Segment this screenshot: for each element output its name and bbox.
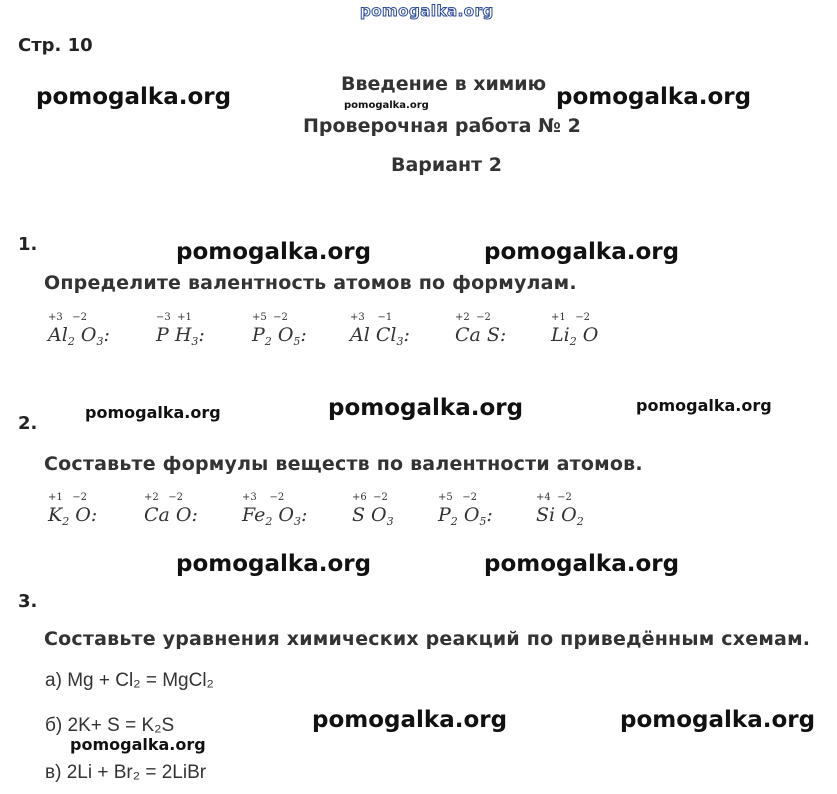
formula-text: Al $Cl_3$:	[350, 324, 410, 348]
watermark: pomogalka.org	[484, 551, 680, 577]
watermark: pomogalka.org	[312, 707, 508, 733]
valence-values: +2 −2	[455, 312, 491, 323]
formula-text: Ca S:	[455, 324, 507, 346]
formula	[252, 312, 307, 353]
watermark: pomogalka.org	[636, 396, 772, 415]
valence-values: +2 −2	[144, 492, 184, 503]
formula	[48, 492, 97, 533]
watermark: pomogalka.org	[620, 707, 816, 733]
task-instruction: Составьте формулы веществ по валентности атомов.	[44, 453, 643, 475]
variant-label: Вариант 2	[391, 154, 503, 176]
valence-values: +6 −2	[352, 492, 388, 503]
task-number: 2.	[18, 413, 38, 434]
equation-a	[45, 670, 214, 692]
formula	[551, 312, 598, 353]
valence-values: +5 −2	[438, 492, 478, 503]
task-number: 1.	[18, 234, 38, 255]
equation-label: а)	[45, 670, 62, 691]
task-number: 3.	[18, 591, 38, 612]
equation-label: в)	[45, 762, 62, 783]
task-instruction: Составьте уравнения химических реакций по приведённым схемам.	[44, 628, 811, 650]
equation-text: 2K+ S = K₂S	[67, 715, 175, 736]
formula-text: $P_2$ $O_5$:	[252, 324, 307, 348]
valence-values: +1 −2	[551, 312, 591, 323]
equation-label: б)	[45, 715, 63, 736]
watermark: pomogalka.org	[176, 551, 372, 577]
formula	[156, 312, 205, 353]
equation-text: Mg + Cl₂ = MgCl₂	[67, 670, 214, 691]
formula-text: $Fe_2$ $O_3$:	[242, 504, 308, 528]
equation-text: 2Li + Br₂ = 2LiBr	[66, 762, 207, 783]
formula	[455, 312, 506, 346]
formula	[48, 312, 110, 353]
page-title: Введение в химию	[341, 73, 547, 95]
valence-values: +3 −1	[350, 312, 393, 323]
formula	[242, 492, 307, 533]
formula-text: P $H_3$:	[156, 324, 205, 348]
valence-values: +3 −2	[48, 312, 88, 323]
task-instruction: Определите валентность атомов по формулам.	[44, 272, 577, 294]
valence-values: +1 −2	[48, 492, 88, 503]
watermark: pomogalka.org	[36, 84, 232, 110]
valence-values: −3 +1	[156, 312, 192, 323]
watermark-small: pomogalka.org	[344, 100, 429, 111]
watermark: pomogalka.org	[556, 84, 752, 110]
formula-text: $Li_2$ O	[551, 324, 599, 348]
watermark: pomogalka.org	[85, 403, 221, 422]
worksheet-subtitle: Проверочная работа № 2	[303, 115, 581, 137]
equation-b	[45, 715, 174, 737]
watermark: pomogalka.org	[176, 239, 372, 265]
formula	[352, 492, 394, 533]
watermark-top: pomogalka.org	[360, 2, 494, 20]
equation-c	[45, 762, 206, 784]
watermark: pomogalka.org	[70, 735, 206, 754]
formula	[350, 312, 410, 353]
page-number: Стр. 10	[18, 35, 93, 56]
formula	[438, 492, 493, 533]
watermark: pomogalka.org	[484, 239, 680, 265]
formula-text: Ca O:	[144, 504, 198, 526]
formula-text: S $O_3$	[352, 504, 394, 528]
valence-values: +5 −2	[252, 312, 288, 323]
valence-values: +3 −2	[242, 492, 285, 503]
formula	[144, 492, 198, 526]
watermark: pomogalka.org	[328, 395, 524, 421]
formula	[536, 492, 584, 533]
formula-text: $P_2$ $O_5$:	[438, 504, 493, 528]
valence-values: +4 −2	[536, 492, 572, 503]
formula-text: Si $O_2$	[536, 504, 584, 528]
formula-text: $K_2$ O:	[48, 504, 98, 528]
formula-text: $Al_2$ $O_3$:	[48, 324, 110, 348]
